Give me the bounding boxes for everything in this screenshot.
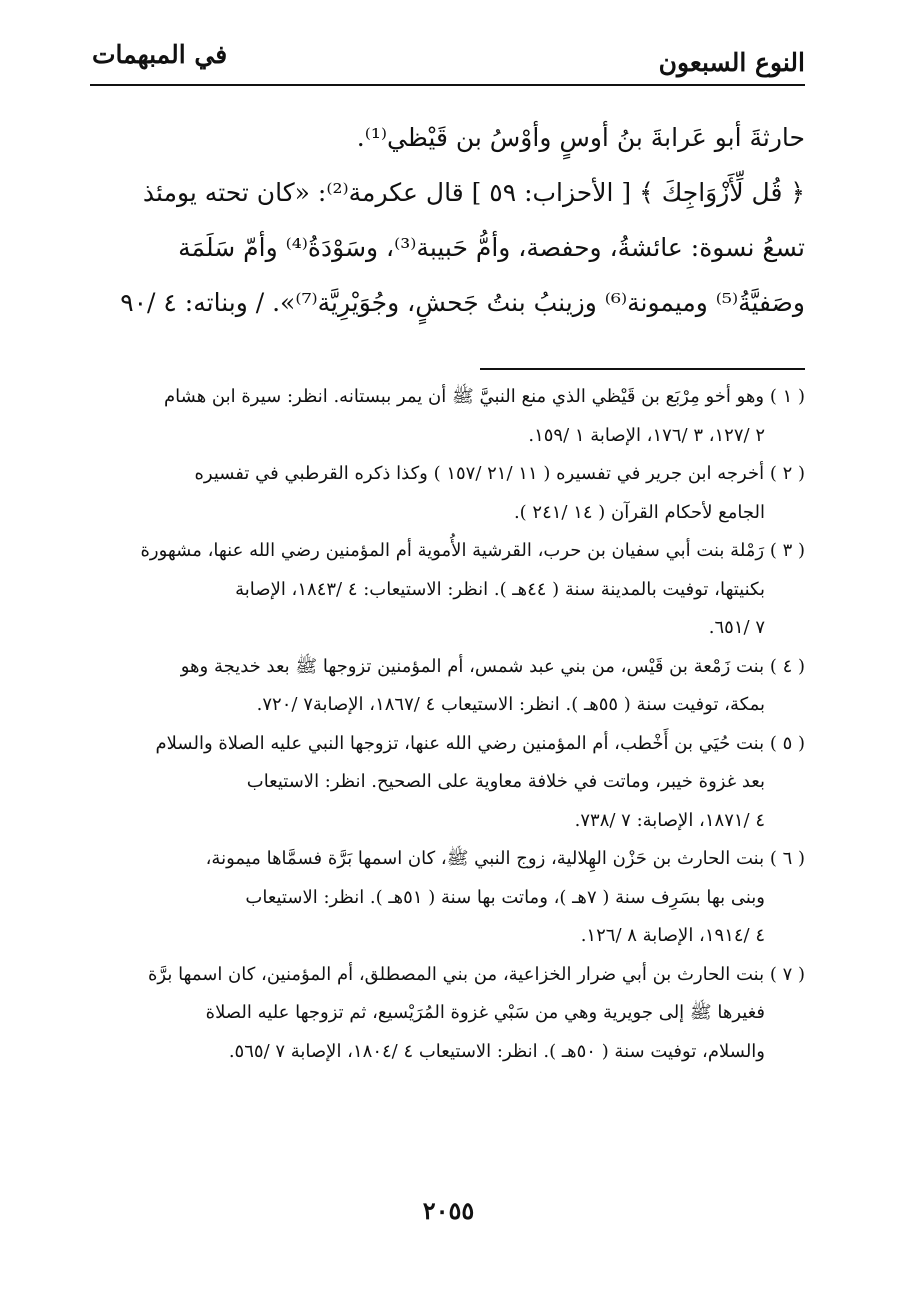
footnote-line: والسلام، توفيت سنة ( ٥٠هـ ). انظر: الاستيعاب ٤ /١٨٠٤، الإصابة ٧ /٥٦٥. (228, 1040, 765, 1062)
footnote-1 (82, 378, 805, 455)
footnote-line: ( ٤ ) بنت زَمْعة بن قَيْس، من بني عبد شمس، أم المؤمنين تزوجها ﷺ بعد خديجة وهو (180, 655, 805, 677)
footnote-line: ( ٧ ) بنت الحارث بن أبي ضرار الخزاعية، من بني المصطلق، أم المؤمنين، كان اسمها برَّة (147, 963, 805, 985)
footnote-2 (82, 455, 805, 532)
footnote-divider (480, 368, 805, 370)
footnote-5 (82, 725, 805, 841)
running-header (92, 38, 805, 82)
footnote-line: بكنيتها، توفيت بالمدينة سنة ( ٤٤هـ ). انظر: الاستيعاب: ٤ /١٨٤٣، الإصابة (235, 578, 765, 600)
footnote-line: بعد غزوة خيبر، وماتت في خلافة معاوية على الصحيح. انظر: الاستيعاب (246, 771, 765, 792)
footnote-line: ( ٣ ) رَمْلة بنت أبي سفيان بن حرب، القرشية الأُموية أم المؤمنين رضي الله عنها، مشهورة (140, 540, 805, 561)
footnote-line: ٤ /١٨٧١، الإصابة: ٧ /٧٣٨. (574, 809, 765, 831)
footnotes (82, 378, 805, 1071)
main-text (90, 110, 805, 330)
section-title: في المبهمات (92, 40, 228, 69)
footnote-line: الجامع لأحكام القرآن ( ١٤ /٢٤١ ). (513, 501, 765, 523)
page-number: ٢٠٥٥ (422, 1196, 475, 1225)
footnote-line: ٢ /١٢٧، ٣ /١٧٦، الإصابة ١ /١٥٩. (528, 424, 765, 446)
footnote-line: ٧ /٦٥١. (708, 617, 765, 638)
main-text-line: ﴿ قُل لِّأَزْوَاجِكَ ﴾ [ الأحزاب: ٥٩ ] قال عكرمة⁽²⁾: «كان تحته يومئذ (142, 178, 805, 207)
main-text-line: حارثةَ أبو عَرابةَ بنُ أوسٍ وأوْسُ بن قَيْظي⁽¹⁾. (356, 123, 805, 152)
footnote-7 (82, 956, 805, 1072)
footnote-6 (82, 840, 805, 956)
main-text-line: وصَفيَّةُ⁽⁵⁾ وميمونة⁽⁶⁾ وزينبُ بنتُ جَحشٍ، وجُوَيْرِيَّة⁽⁷⁾». / وبناته: ٤ /٩٠ (120, 288, 805, 317)
footnote-line: ( ٦ ) بنت الحارث بن حَزْن الهِلالية، زوج النبي ﷺ، كان اسمها بَرَّة فسمَّاها ميمونة، (205, 848, 805, 869)
header-divider (90, 84, 805, 86)
footnote-line: ٤ /١٩١٤، الإصابة ٨ /١٢٦. (580, 925, 765, 946)
footnote-3 (82, 532, 805, 648)
footnote-line: فغيرها ﷺ إلى جويرية وهي من سَبْي غزوة المُرَيْسيع، ثم تزوجها عليه الصلاة (205, 1002, 765, 1023)
footnote-4 (82, 648, 805, 725)
footnote-line: ( ٥ ) بنت حُيَي بن أَخْطب، أم المؤمنين رضي الله عنها، تزوجها النبي عليه الصلاة والسلام (155, 732, 805, 754)
main-text-line: تسعُ نسوة: عائشةُ، وحفصة، وأمُّ حَبيبة⁽³⁾، وسَوْدَةُ⁽⁴⁾ وأمّ سَلَمَة (178, 233, 805, 262)
footnote-line: بمكة، توفيت سنة ( ٥٥هـ ). انظر: الاستيعاب ٤ /١٨٦٧، الإصابة٧ /٧٢٠. (256, 694, 765, 715)
footnote-line: وبنى بها بسَرِف سنة ( ٧هـ )، وماتت بها سنة ( ٥١هـ ). انظر: الاستيعاب (245, 886, 765, 908)
footnote-line: ( ١ ) وهو أخو مِرْبَع بن قَيْظي الذي منع النبيَّ ﷺ أن يمر ببستانه. انظر: سيرة ابن هشام (164, 386, 805, 407)
footnote-line: ( ٢ ) أخرجه ابن جرير في تفسيره ( ١١ /٢١ /١٥٧ ) وكذا ذكره القرطبي في تفسيره (194, 463, 805, 484)
chapter-title: النوع السبعون (658, 48, 805, 77)
